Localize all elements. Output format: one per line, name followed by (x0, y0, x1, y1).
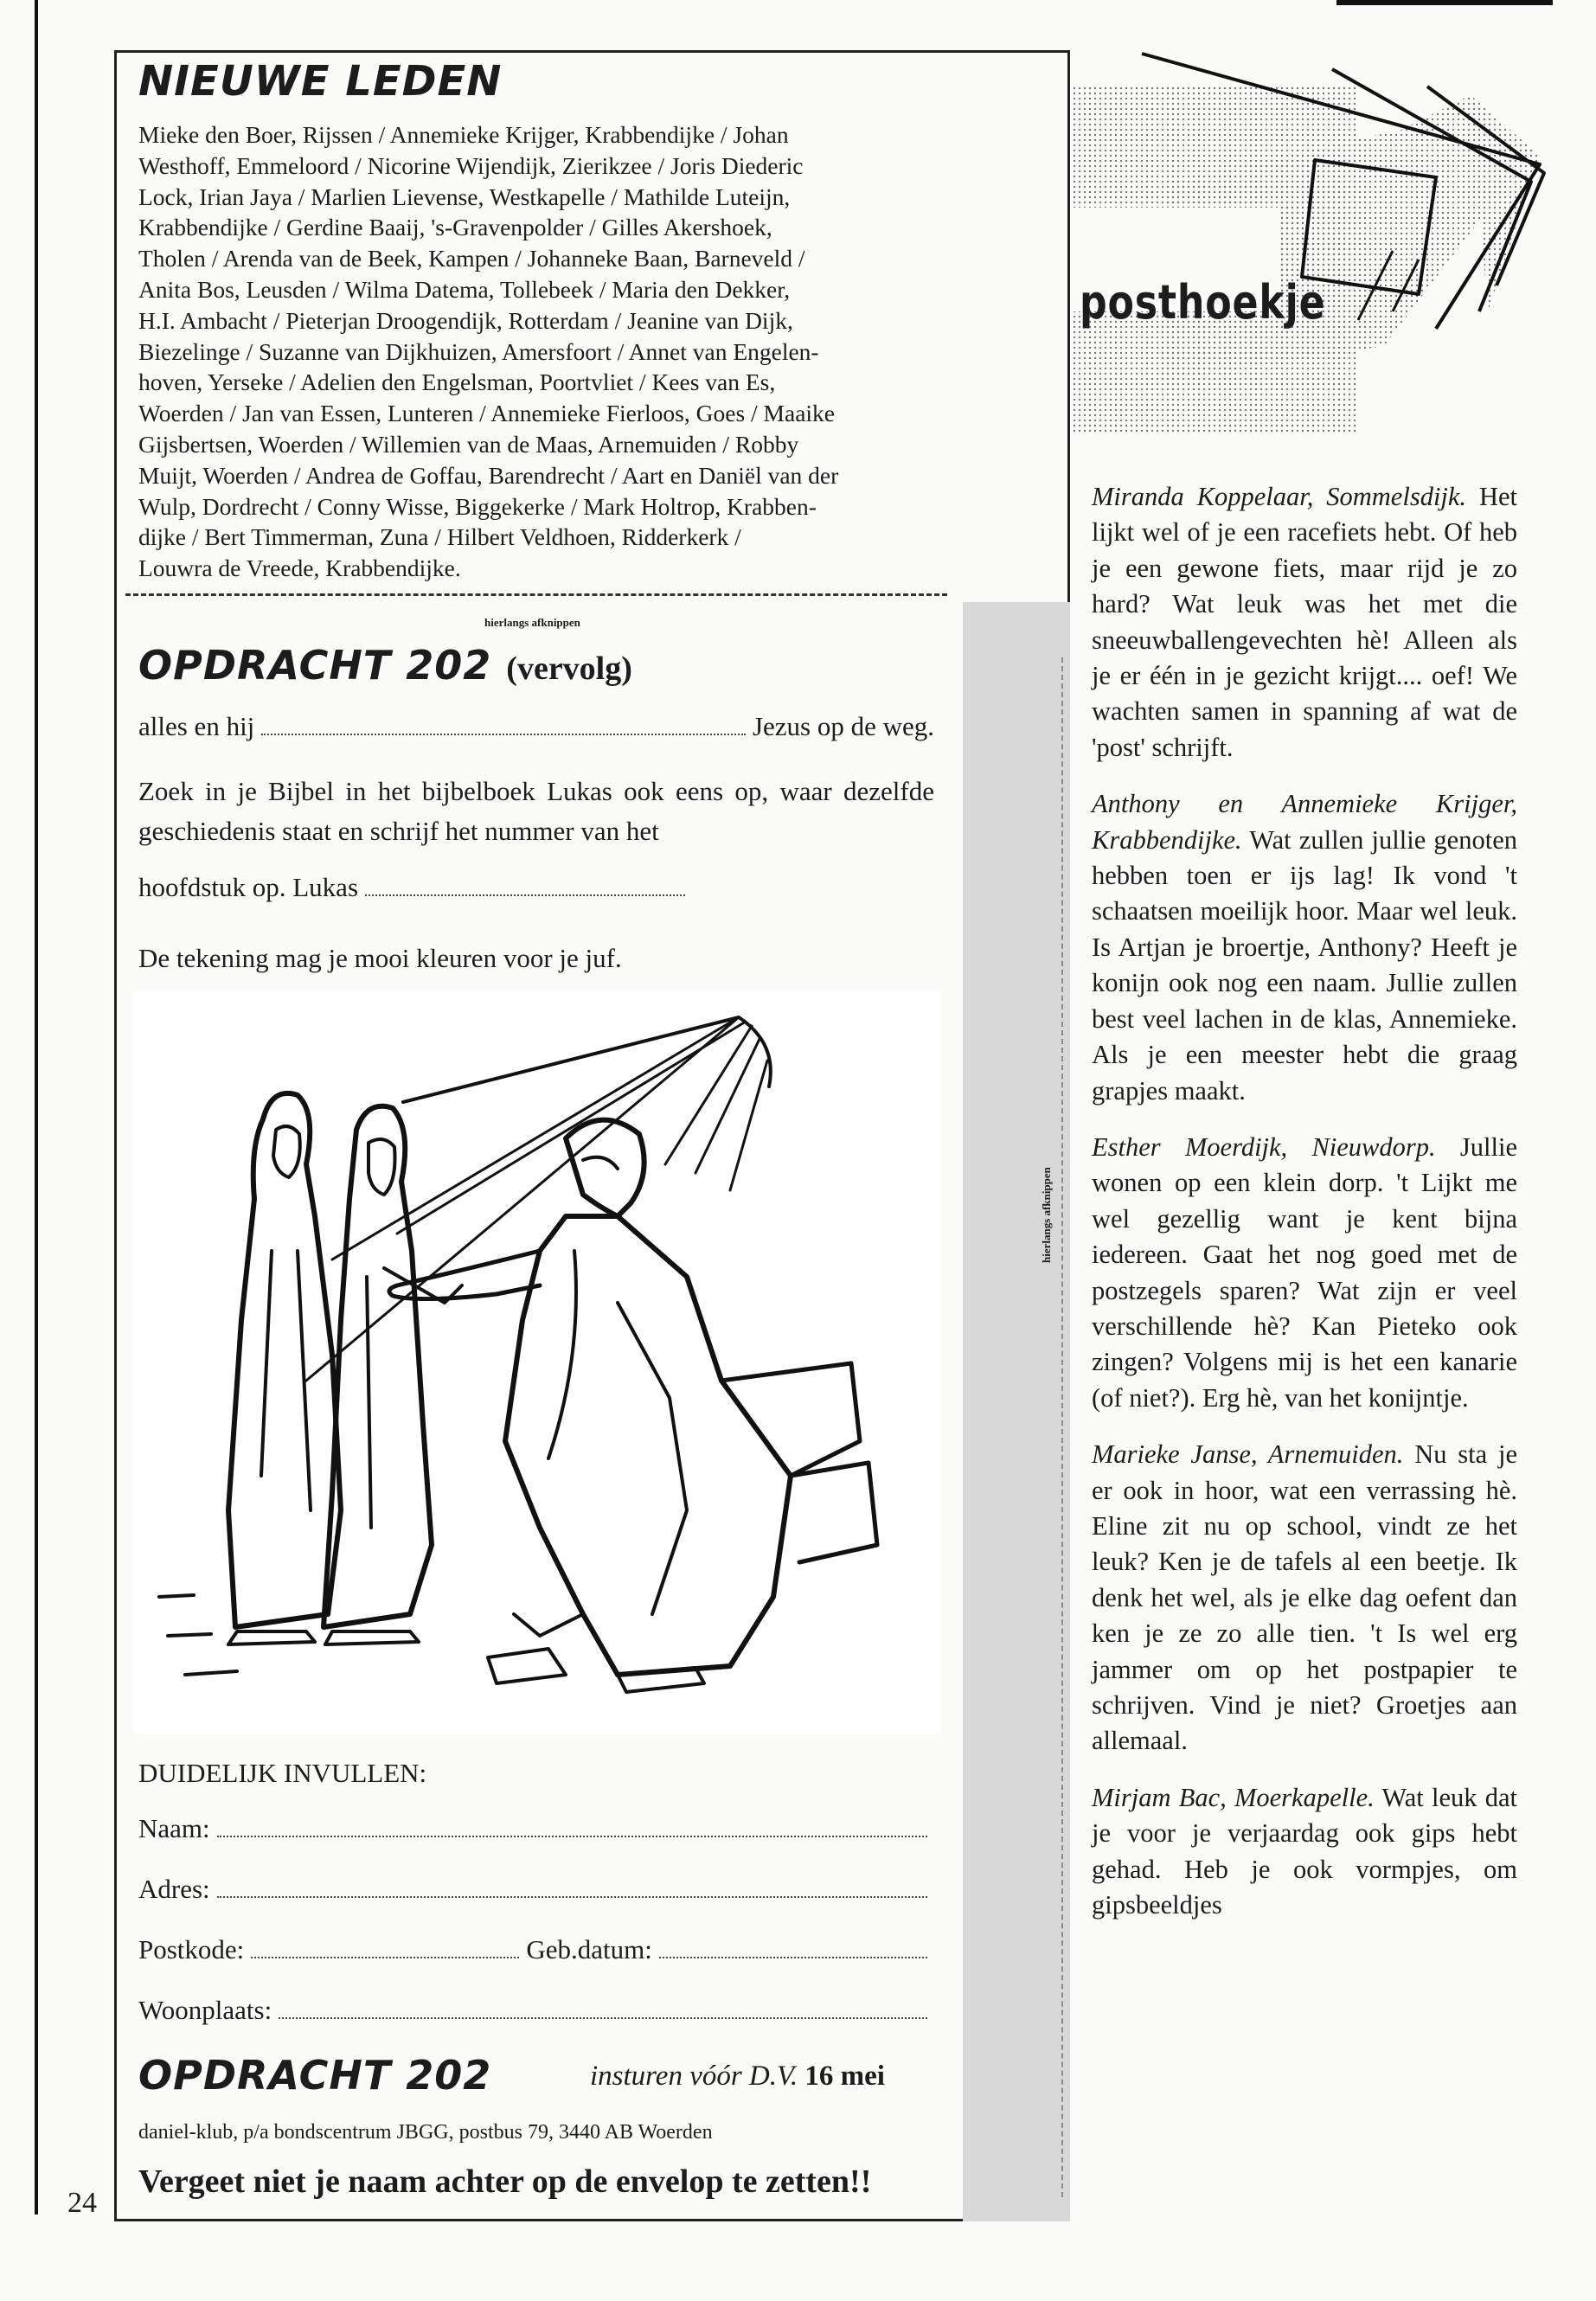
member-line: Mieke den Boer, Rijssen / Annemieke Krijger, Krabbendijke / Johan (138, 121, 789, 148)
city-row (138, 1995, 934, 2026)
member-line: Louwra de Vreede, Krabbendijke. (138, 554, 461, 582)
posthoekje-graphic (1073, 35, 1557, 450)
chapter-blank[interactable] (365, 894, 685, 896)
name-row (138, 1813, 934, 1844)
cut-label-vertical: hierlangs afknippen (1040, 1167, 1053, 1263)
member-line: Woerden / Jan van Essen, Lunteren / Annemieke Fierloos, Goes / Maaike (138, 400, 836, 427)
deadline-date: 16 mei (804, 2061, 885, 2092)
letter-text: Wat leuk dat je voor je verjaardag ook gips hebt gehad. Heb je ook vormpjes, om gipsbeeldjes (1092, 1782, 1517, 1920)
letter-entry (1092, 1437, 1517, 1759)
member-line: Tholen / Arenda van de Beek, Kampen / Johanneke Baan, Barneveld / (138, 245, 805, 272)
opdracht-title-text: OPDRACHT 202 (138, 642, 492, 689)
member-line: H.I. Ambacht / Pieterjan Droogendijk, Rotterdam / Jeanine van Dijk, (138, 306, 793, 334)
posthoekje-title: posthoekje (1080, 275, 1326, 330)
posthoekje-letters (1092, 479, 1517, 1944)
name-label: Naam: (138, 1813, 210, 1843)
address-row (138, 1874, 934, 1905)
postcode-field[interactable] (251, 1957, 519, 1958)
letter-author: Marieke Janse, Arnemuiden. (1092, 1439, 1404, 1470)
letter-entry (1092, 1130, 1517, 1416)
letter-text: Wat zullen jullie genoten hebben toen er ijs lag! Ik vond 't schaatsen moeilijk hoor. Maar wel leuk. Is Artjan je broertje, Anthony? Heeft je konijn ook nog een naam. Jullie zullen best veel lachen in de klas, Annemieke. Als je een meester hebt die graag grapjes maakt. (1092, 824, 1517, 1106)
opdracht-subtitle: (vervolg) (506, 651, 632, 687)
member-line: Wulp, Dordrecht / Conny Wisse, Biggekerke / Mark Holtrop, Krabben- (138, 492, 817, 520)
postcode-label: Postkode: (138, 1934, 245, 1965)
member-line: Krabbendijke / Gerdine Baaij, 's-Gravenpolder / Gilles Akershoek, (138, 214, 772, 241)
member-line: Westhoff, Emmeloord / Nicorine Wijendijk, Zierikzee / Joris Diederic (138, 151, 804, 179)
instruction-text: Zoek in je Bijbel in het bijbelboek Lukas ook eens op, waar dezelfde geschiedenis staat en schrijf het nummer van het (138, 776, 934, 846)
opdracht-title (138, 642, 632, 689)
letter-text: Nu sta je er ook in hoor, wat een verrassing hè. Eline zit nu op school, vindt ze het leuk? Ken je de tafels al een beetje. Ik denk het wel, als je elke dag oefent dan ken je ze zo alle tien. 't Is wel erg jammer om op het postpapier te schrijven. Vind je niet? Groetjes aan allemaal. (1092, 1439, 1517, 1756)
column-divider (1061, 657, 1065, 2197)
fill-in-sentence (138, 711, 934, 742)
page-number: 24 (67, 2187, 97, 2219)
opdracht-footer-title: OPDRACHT 202 (138, 2052, 492, 2099)
cut-line (125, 593, 947, 596)
birthdate-label: Geb.datum: (526, 1934, 652, 1965)
birthdate-field[interactable] (659, 1957, 927, 1958)
top-rule (1336, 0, 1553, 5)
fill-end: Jezus op de weg. (752, 711, 934, 741)
member-line: Biezelinge / Suzanne van Dijkhuizen, Amersfoort / Annet van Engelen- (138, 337, 819, 365)
chapter-label: hoofdstuk op. Lukas (138, 872, 359, 902)
member-line: Anita Bos, Leusden / Wilma Datema, Tollebeek / Maria den Dekker, (138, 275, 791, 303)
nieuwe-leden-title: NIEUWE LEDEN (138, 57, 503, 106)
chapter-row (138, 872, 692, 903)
reminder: Vergeet niet je naam achter op de envelop te zetten!! (138, 2163, 872, 2200)
left-margin-rule (35, 0, 38, 2214)
deadline (590, 2061, 885, 2093)
member-line: dijke / Bert Timmerman, Zuna / Hilbert Veldhoen, Ridderkerk / (138, 523, 741, 551)
answer-blank[interactable] (261, 734, 746, 735)
letter-entry (1092, 1780, 1517, 1924)
member-line: Muijt, Woerden / Andrea de Goffau, Barendrecht / Aart en Daniël van der (138, 461, 839, 489)
city-field[interactable] (279, 2017, 927, 2019)
letter-entry (1092, 479, 1517, 766)
cut-label: hierlangs afknippen (484, 616, 580, 629)
coloring-instruction: De tekening mag je mooi kleuren voor je juf. (138, 943, 622, 973)
letter-author: Mirjam Bac, Moerkapelle. (1092, 1782, 1375, 1812)
letter-text: Het lijkt wel of je een racefiets hebt. Of heb je een gewone fiets, maar rijd je zo hard? Wat leuk was het met die sneeuwballengevechten hè! Alleen als je er één in je gezicht krijgt.... oef! We wachten samen in spanning af wat de 'post' schrijft. (1092, 482, 1518, 762)
coloring-drawing (133, 991, 941, 1734)
letter-text: Jullie wonen op een klein dorp. 't Lijkt me wel gezellig want je kent bijna iedereen. Gaat het nog goed met de postzegels sparen? Wat zijn er veel verschillende hè? Kan Pieteko ook zingen? Volgens mij is het een kanarie (of niet?). Erg hè, van het konijntje. (1092, 1131, 1517, 1413)
fill-start: alles en hij (138, 711, 255, 741)
member-line: hoven, Yerseke / Adelien den Engelsman, Poortvliet / Kees van Es, (138, 369, 776, 396)
nieuwe-leden-list (138, 119, 1042, 584)
mailing-address: daniel-klub, p/a bondscentrum JBGG, postbus 79, 3440 AB Woerden (138, 2121, 713, 2144)
address-field[interactable] (217, 1896, 927, 1898)
member-line: Lock, Irian Jaya / Marlien Lievense, Westkapelle / Mathilde Luteijn, (138, 183, 791, 210)
letter-author: Esther Moerdijk, Nieuwdorp. (1092, 1131, 1436, 1162)
letter-entry (1092, 786, 1517, 1109)
name-field[interactable] (217, 1836, 927, 1837)
address-label: Adres: (138, 1874, 210, 1904)
postcode-row (138, 1934, 934, 1965)
member-line: Gijsbertsen, Woerden / Willemien van de Maas, Arnemuiden / Robby (138, 430, 799, 458)
cut-strip (963, 602, 1070, 2221)
letter-author: Miranda Koppelaar, Sommelsdijk. (1092, 482, 1467, 511)
letter-author: Anthony en Annemieke Krijger, Krabbendijke. (1092, 789, 1517, 855)
form-heading: DUIDELIJK INVULLEN: (138, 1758, 427, 1788)
deadline-prefix: insturen vóór D.V. (590, 2061, 798, 2092)
city-label: Woonplaats: (138, 1995, 272, 2025)
